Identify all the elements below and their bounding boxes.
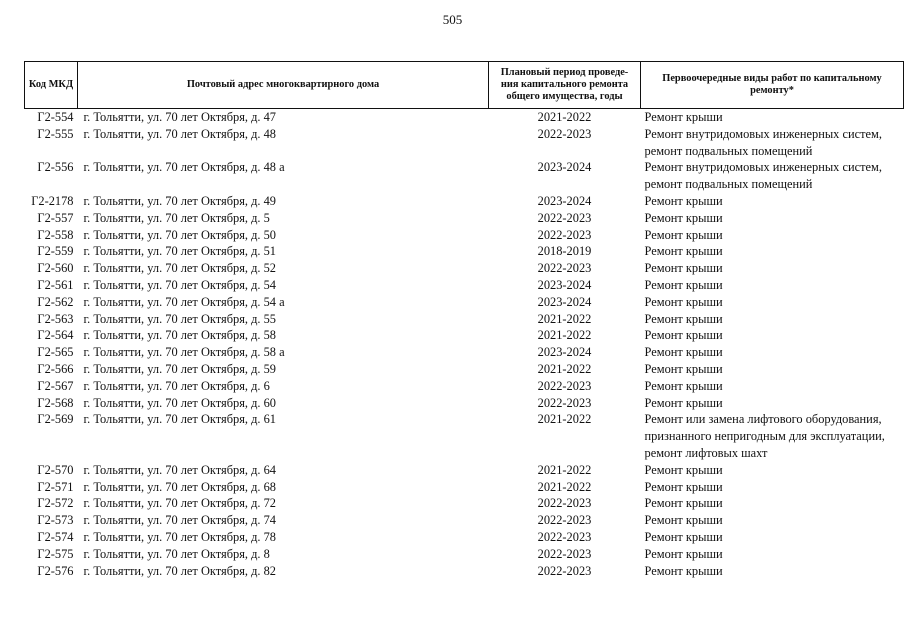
address-cell: г. Тольятти, ул. 70 лет Октября, д. 47 [83, 110, 276, 124]
period-cell: 2021-2022 [537, 311, 592, 326]
mkd-code-cell: Г2-572 [37, 496, 74, 511]
table-row [25, 563, 904, 580]
works-line: Ремонт крыши [644, 462, 723, 477]
table-body [25, 109, 904, 580]
mkd-code-cell: Г2-568 [37, 395, 74, 410]
address-cell: г. Тольятти, ул. 70 лет Октября, д. 52 [83, 261, 276, 276]
mkd-code-cell: Г2-560 [37, 261, 74, 276]
mkd-code-cell: Г2-559 [37, 244, 74, 259]
table-row [25, 378, 904, 395]
mkd-code-cell: Г2-555 [37, 126, 74, 141]
works-cell [641, 227, 904, 244]
mkd-code-cell: Г2-566 [37, 361, 74, 376]
period-cell: 2021-2022 [537, 328, 592, 343]
works-cell [641, 210, 904, 227]
works-line: Ремонт крыши [644, 395, 723, 410]
works-cell [641, 378, 904, 395]
works-cell [641, 260, 904, 277]
mkd-code-cell: Г2-567 [37, 378, 74, 393]
works-cell [641, 512, 904, 529]
table-row [25, 529, 904, 546]
works-cell [641, 294, 904, 311]
works-cell [641, 159, 904, 193]
works-line: Ремонт внутридомовых инженерных систем, [644, 126, 882, 141]
mkd-code-cell: Г2-561 [37, 277, 74, 292]
table-row [25, 479, 904, 496]
works-cell [641, 277, 904, 294]
header-works: Первоочередные виды работ по капитальному ремонту* [641, 62, 904, 109]
mkd-code-cell: Г2-2178 [31, 193, 74, 208]
table-row [25, 411, 904, 461]
address-cell: г. Тольятти, ул. 70 лет Октября, д. 54 а [83, 294, 285, 309]
header-address: Почтовый адрес многоквартирного дома [78, 62, 489, 109]
works-cell [641, 395, 904, 412]
table-row [25, 260, 904, 277]
address-cell: г. Тольятти, ул. 70 лет Октября, д. 5 [83, 210, 270, 225]
address-cell: г. Тольятти, ул. 70 лет Октября, д. 48 а [83, 160, 285, 175]
period-cell: 2022-2023 [537, 529, 592, 544]
table-row [25, 210, 904, 227]
page-number: 505 [442, 12, 463, 27]
address-cell: г. Тольятти, ул. 70 лет Октября, д. 55 [83, 311, 276, 326]
mkd-code-cell: Г2-556 [37, 160, 74, 175]
works-line: Ремонт крыши [644, 244, 723, 259]
mkd-code-cell: Г2-573 [37, 513, 74, 528]
works-line: Ремонт крыши [644, 378, 723, 393]
works-line: Ремонт крыши [644, 546, 723, 561]
mkd-code-cell: Г2-558 [37, 227, 74, 242]
works-line: Ремонт крыши [644, 311, 723, 326]
period-cell: 2023-2024 [537, 345, 592, 360]
table-row [25, 193, 904, 210]
mkd-code-cell: Г2-569 [37, 412, 74, 427]
works-line: Ремонт внутридомовых инженерных систем, [644, 160, 882, 175]
address-cell: г. Тольятти, ул. 70 лет Октября, д. 78 [83, 529, 276, 544]
works-line: Ремонт крыши [644, 529, 723, 544]
header-code: Код МКД [25, 62, 78, 109]
capital-repair-table [24, 61, 904, 579]
mkd-code-cell: Г2-574 [37, 529, 74, 544]
works-line: ремонт подвальных помещений [644, 177, 813, 192]
table-row [25, 243, 904, 260]
works-cell [641, 311, 904, 328]
works-line: Ремонт крыши [644, 261, 723, 276]
address-cell: г. Тольятти, ул. 70 лет Октября, д. 49 [83, 193, 276, 208]
address-cell: г. Тольятти, ул. 70 лет Октября, д. 6 [83, 378, 270, 393]
works-cell [641, 479, 904, 496]
period-cell: 2023-2024 [537, 277, 592, 292]
period-cell: 2022-2023 [537, 513, 592, 528]
works-cell [641, 529, 904, 546]
address-cell: г. Тольятти, ул. 70 лет Октября, д. 48 [83, 126, 276, 141]
works-line: ремонт подвальных помещений [644, 143, 813, 158]
works-cell [641, 344, 904, 361]
address-cell: г. Тольятти, ул. 70 лет Октября, д. 64 [83, 462, 276, 477]
header-period: Плановый период проведе-ния капитального ремонта общего имущества, годы [489, 62, 641, 109]
table-row [25, 462, 904, 479]
table-row [25, 126, 904, 160]
address-cell: г. Тольятти, ул. 70 лет Октября, д. 59 [83, 361, 276, 376]
works-line: Ремонт крыши [644, 345, 723, 360]
works-line: Ремонт крыши [644, 328, 723, 343]
mkd-code-cell: Г2-565 [37, 345, 74, 360]
address-cell: г. Тольятти, ул. 70 лет Октября, д. 58 а [83, 345, 285, 360]
period-cell: 2018-2019 [537, 244, 592, 259]
address-cell: г. Тольятти, ул. 70 лет Октября, д. 54 [83, 277, 276, 292]
works-cell [641, 411, 904, 461]
table-row [25, 109, 904, 126]
works-line: Ремонт крыши [644, 110, 723, 124]
period-cell: 2021-2022 [537, 479, 592, 494]
table-row [25, 159, 904, 193]
period-cell: 2022-2023 [537, 210, 592, 225]
period-cell: 2022-2023 [537, 395, 592, 410]
table-header [25, 62, 904, 109]
address-cell: г. Тольятти, ул. 70 лет Октября, д. 50 [83, 227, 276, 242]
address-cell: г. Тольятти, ул. 70 лет Октября, д. 61 [83, 412, 276, 427]
works-cell [641, 495, 904, 512]
mkd-code-cell: Г2-570 [37, 462, 74, 477]
works-line: Ремонт крыши [644, 294, 723, 309]
works-cell [641, 243, 904, 260]
table-row [25, 395, 904, 412]
period-cell: 2023-2024 [537, 160, 592, 175]
mkd-code-cell: Г2-571 [37, 479, 74, 494]
works-cell [641, 361, 904, 378]
period-cell: 2021-2022 [537, 412, 592, 427]
works-line: Ремонт крыши [644, 193, 723, 208]
works-line: Ремонт крыши [644, 210, 723, 225]
works-cell [641, 126, 904, 160]
works-cell [641, 193, 904, 210]
table-row [25, 361, 904, 378]
works-line: ремонт лифтовых шахт [644, 445, 768, 460]
works-cell [641, 327, 904, 344]
works-line: Ремонт крыши [644, 227, 723, 242]
works-line: Ремонт крыши [644, 479, 723, 494]
table-row [25, 227, 904, 244]
table-row [25, 344, 904, 361]
address-cell: г. Тольятти, ул. 70 лет Октября, д. 68 [83, 479, 276, 494]
works-line: Ремонт крыши [644, 361, 723, 376]
period-cell: 2022-2023 [537, 496, 592, 511]
works-line: Ремонт крыши [644, 496, 723, 511]
works-line: Ремонт крыши [644, 277, 723, 292]
period-cell: 2021-2022 [537, 110, 592, 124]
address-cell: г. Тольятти, ул. 70 лет Октября, д. 72 [83, 496, 276, 511]
table-row [25, 311, 904, 328]
works-cell [641, 563, 904, 580]
works-line: Ремонт или замена лифтового оборудования, [644, 412, 882, 427]
period-cell: 2022-2023 [537, 261, 592, 276]
works-cell [641, 462, 904, 479]
period-cell: 2022-2023 [537, 563, 592, 578]
period-cell: 2023-2024 [537, 193, 592, 208]
table-row [25, 512, 904, 529]
mkd-code-cell: Г2-564 [37, 328, 74, 343]
mkd-code-cell: Г2-563 [37, 311, 74, 326]
works-cell [641, 109, 904, 126]
period-cell: 2022-2023 [537, 546, 592, 561]
period-cell: 2021-2022 [537, 361, 592, 376]
table-row [25, 277, 904, 294]
address-cell: г. Тольятти, ул. 70 лет Октября, д. 82 [83, 563, 276, 578]
works-cell [641, 546, 904, 563]
mkd-code-cell: Г2-557 [37, 210, 74, 225]
period-cell: 2021-2022 [537, 462, 592, 477]
address-cell: г. Тольятти, ул. 70 лет Октября, д. 8 [83, 546, 270, 561]
table-row [25, 495, 904, 512]
address-cell: г. Тольятти, ул. 70 лет Октября, д. 58 [83, 328, 276, 343]
table-row [25, 546, 904, 563]
address-cell: г. Тольятти, ул. 70 лет Октября, д. 51 [83, 244, 276, 259]
address-cell: г. Тольятти, ул. 70 лет Октября, д. 60 [83, 395, 276, 410]
table-row [25, 327, 904, 344]
mkd-code-cell: Г2-575 [37, 546, 74, 561]
period-cell: 2022-2023 [537, 378, 592, 393]
works-line: Ремонт крыши [644, 513, 723, 528]
period-cell: 2022-2023 [537, 227, 592, 242]
works-line: признанного непригодным для эксплуатации, [644, 429, 885, 444]
works-line: Ремонт крыши [644, 563, 723, 578]
mkd-code-cell: Г2-554 [37, 110, 74, 124]
period-cell: 2023-2024 [537, 294, 592, 309]
mkd-code-cell: Г2-562 [37, 294, 74, 309]
table-row [25, 294, 904, 311]
address-cell: г. Тольятти, ул. 70 лет Октября, д. 74 [83, 513, 276, 528]
mkd-code-cell: Г2-576 [37, 563, 74, 578]
period-cell: 2022-2023 [537, 126, 592, 141]
